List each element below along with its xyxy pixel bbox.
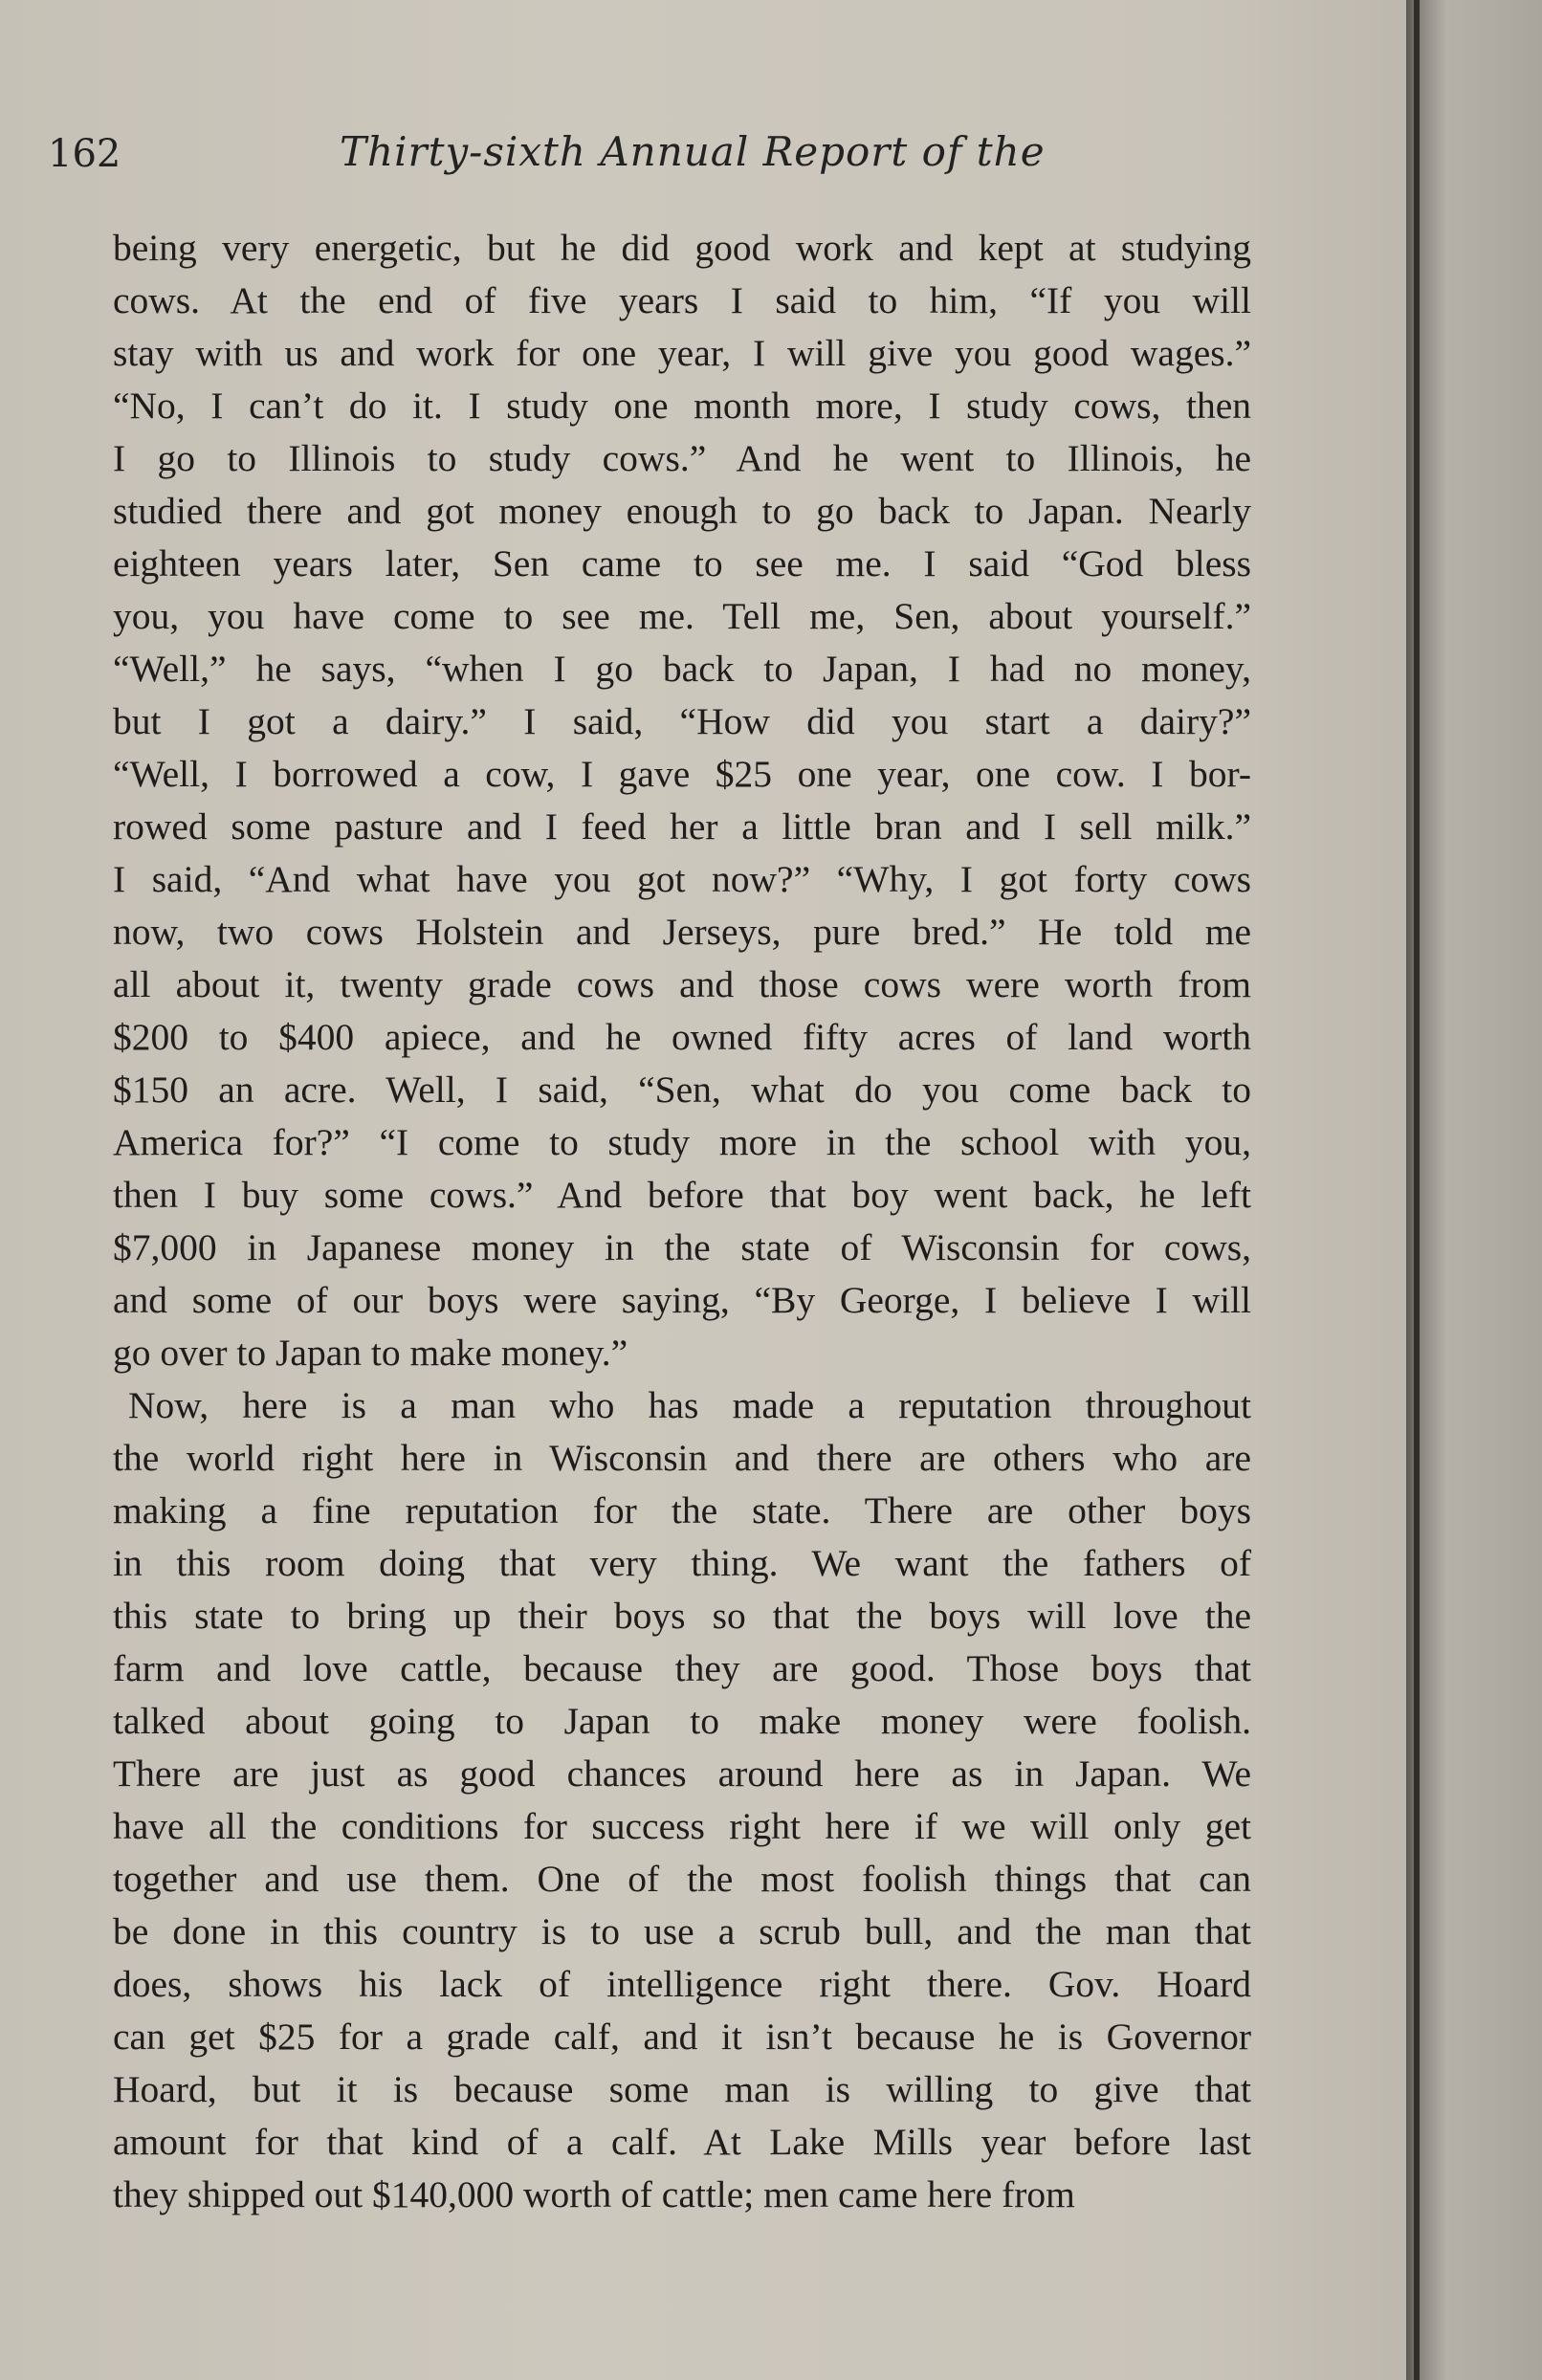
text-line: they shipped out $140,000 worth of cattle; men came here from xyxy=(113,2173,1075,2215)
text-line: rowed some pasture and I feed her a little bran and I sell milk.” xyxy=(113,805,1251,848)
text-line: does, shows his lack of intelligence right there. Gov. Hoard xyxy=(113,1963,1251,2005)
text-line: $7,000 in Japanese money in the state of Wisconsin for cows, xyxy=(113,1226,1251,1268)
text-line: “Well,” he says, “when I go back to Japan, I had no money, xyxy=(113,648,1251,690)
text-line: Now, here is a man who has made a reputation throughout xyxy=(128,1384,1251,1426)
text-line: America for?” “I come to study more in the school with you, xyxy=(113,1121,1251,1163)
text-line: can get $25 for a grade calf, and it isn’t because he is Governor xyxy=(113,2016,1251,2058)
text-line: and some of our boys were saying, “By George, I believe I will xyxy=(113,1279,1251,1321)
text-line: be done in this country is to use a scrub bull, and the man that xyxy=(113,1910,1251,1952)
page-header xyxy=(48,124,1291,182)
text-line: There are just as good chances around here as in Japan. We xyxy=(113,1752,1251,1795)
text-line: all about it, twenty grade cows and those cows were worth from xyxy=(113,963,1251,1005)
text-line: stay with us and work for one year, I will give you good wages.” xyxy=(113,332,1251,374)
text-line: “No, I can’t do it. I study one month more, I study cows, then xyxy=(113,385,1251,427)
text-line: amount for that kind of a calf. At Lake Mills year before last xyxy=(113,2121,1251,2163)
text-line: now, two cows Holstein and Jerseys, pure bred.” He told me xyxy=(113,911,1251,953)
text-line: farm and love cattle, because they are good. Those boys that xyxy=(113,1647,1251,1689)
text-line: $150 an acre. Well, I said, “Sen, what do you come back to xyxy=(113,1069,1251,1111)
text-line: $200 to $400 apiece, and he owned fifty acres of land worth xyxy=(113,1016,1251,1058)
text-line: together and use them. One of the most foolish things that can xyxy=(113,1858,1251,1900)
book-gutter xyxy=(1406,0,1542,2380)
running-head: Thirty-sixth Annual Report of the xyxy=(340,128,1046,175)
text-line: making a fine reputation for the state. There are other boys xyxy=(113,1489,1251,1532)
text-line: have all the conditions for success right here if we will only get xyxy=(113,1805,1251,1847)
text-line: the world right here in Wisconsin and there are others who are xyxy=(113,1437,1251,1479)
text-line: I said, “And what have you got now?” “Why, I got forty cows xyxy=(113,858,1251,900)
text-line: you, you have come to see me. Tell me, Sen, about yourself.” xyxy=(113,595,1251,637)
text-line: “Well, I borrowed a cow, I gave $25 one year, one cow. I bor- xyxy=(113,753,1251,795)
body-text xyxy=(113,222,1251,2221)
text-line: this state to bring up their boys so that the boys will love the xyxy=(113,1595,1251,1637)
page-number: 162 xyxy=(48,132,121,176)
text-line: I go to Illinois to study cows.” And he went to Illinois, he xyxy=(113,437,1251,479)
text-line: eighteen years later, Sen came to see me. I said “God bless xyxy=(113,542,1251,584)
text-line: talked about going to Japan to make money were foolish. xyxy=(113,1700,1251,1742)
page-fold-shadow xyxy=(1414,0,1420,2380)
text-line: go over to Japan to make money.” xyxy=(113,1332,628,1374)
text-line: studied there and got money enough to go back to Japan. Nearly xyxy=(113,490,1251,532)
text-line: but I got a dairy.” I said, “How did you start a dairy?” xyxy=(113,700,1251,742)
text-line: cows. At the end of five years I said to him, “If you will xyxy=(113,279,1251,321)
text-line: in this room doing that very thing. We want the fathers of xyxy=(113,1542,1251,1584)
text-line: then I buy some cows.” And before that boy went back, he left xyxy=(113,1174,1251,1216)
text-line: Hoard, but it is because some man is willing to give that xyxy=(113,2068,1251,2110)
text-line: being very energetic, but he did good work and kept at studying xyxy=(113,227,1251,269)
